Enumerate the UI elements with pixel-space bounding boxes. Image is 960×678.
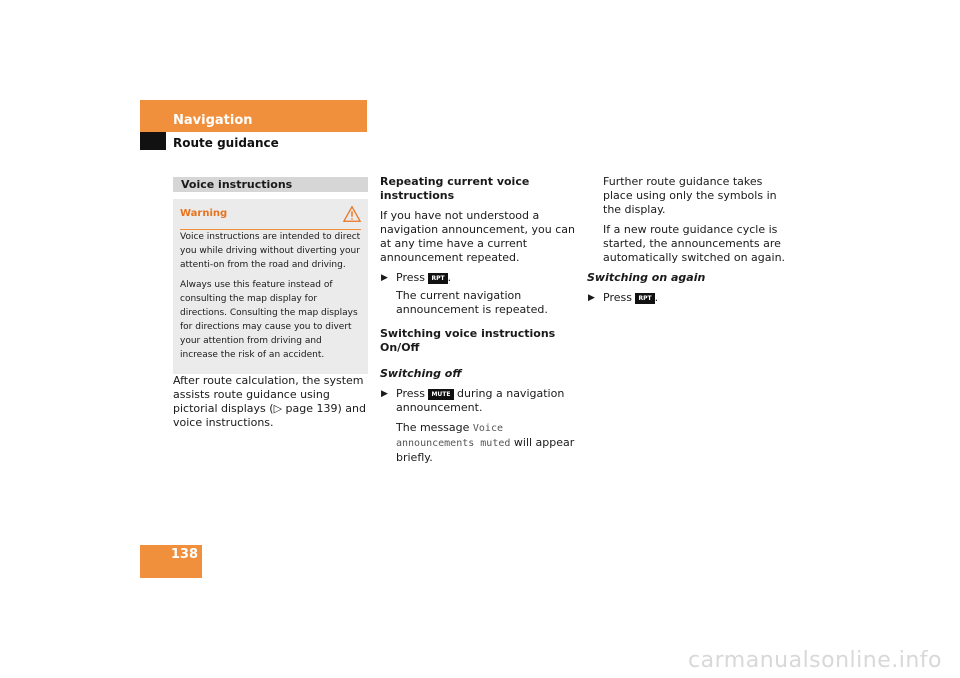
press-text: Press bbox=[396, 387, 425, 400]
switch-on-heading: Switching on again bbox=[587, 271, 706, 284]
press-text: Press bbox=[603, 291, 632, 304]
rpt-key-icon: RPT bbox=[635, 293, 654, 304]
warning-text-1: Voice instructions are intended to direct you while driving without diverting your attenti-on from the road and driving. bbox=[180, 232, 361, 270]
repeat-step: ▶ Press RPT . bbox=[381, 271, 452, 284]
new-cycle-paragraph: If a new route guidance cycle is started, the announcements are automatically switched on again. bbox=[603, 223, 786, 264]
warning-text-2: Always use this feature instead of consulting the map display for directions. Consulting the map displays for directions may cause you to divert your attention from driving and increase the risk of an accident. bbox=[180, 280, 358, 360]
warning-box bbox=[173, 199, 368, 374]
step-arrow-icon: ▶ bbox=[381, 273, 388, 283]
step-arrow-icon: ▶ bbox=[381, 389, 388, 399]
left-column bbox=[173, 177, 368, 436]
switch-off-heading: Switching off bbox=[380, 367, 462, 380]
middle-column bbox=[380, 175, 585, 471]
mute-step-text: during a navigation announcement. bbox=[396, 387, 565, 414]
symbols-paragraph: Further route guidance takes place using only the symbols in the display. bbox=[603, 175, 777, 216]
chapter-title: Navigation bbox=[173, 113, 253, 128]
press-text: Press bbox=[396, 271, 425, 284]
repeat-paragraph: If you have not understood a navigation announcement, you can at any time have a current announcement repeated. bbox=[380, 209, 575, 264]
message-suffix: will appear briefly. bbox=[396, 436, 575, 464]
mute-key-icon: MUTE bbox=[428, 389, 453, 400]
warning-label: Warning bbox=[180, 208, 228, 219]
mute-step bbox=[380, 387, 585, 415]
onoff-heading: Switching voice instructions On/Off bbox=[380, 327, 556, 354]
intro-paragraph: After route calculation, the system assists route guidance using pictorial displays (▷ page 139) and voice instructions. bbox=[173, 374, 366, 429]
watermark: carmanualsonline.info bbox=[688, 648, 942, 673]
section-title: Route guidance bbox=[173, 136, 279, 150]
message-prefix: The message bbox=[396, 421, 470, 434]
warning-triangle-icon bbox=[343, 205, 361, 223]
rpt-key-icon: RPT bbox=[428, 273, 447, 284]
muted-message-paragraph bbox=[380, 421, 585, 465]
page-number: 138 bbox=[170, 547, 198, 562]
right-column bbox=[587, 175, 787, 309]
muted-message-code: Voice announcements muted bbox=[396, 423, 511, 449]
voice-instructions-heading: Voice instructions bbox=[173, 177, 368, 192]
section-marker bbox=[140, 132, 166, 150]
repeat-heading: Repeating current voice instructions bbox=[380, 175, 530, 202]
step-arrow-icon: ▶ bbox=[588, 293, 595, 303]
repeat-result: The current navigation announcement is repeated. bbox=[396, 289, 548, 316]
switch-on-step: ▶ Press RPT . bbox=[588, 291, 659, 304]
